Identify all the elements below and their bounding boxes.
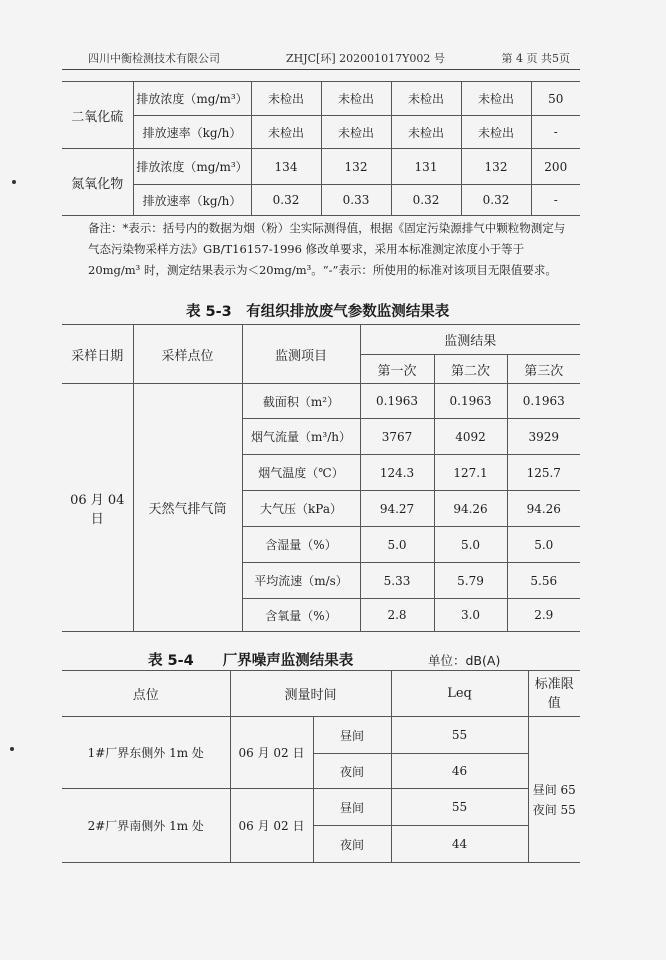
value-cell: 94.26: [434, 491, 507, 527]
value-cell: 5.56: [507, 563, 580, 599]
value-cell: 未检出: [461, 116, 531, 149]
header-run: 第二次: [434, 355, 507, 384]
value-cell: 125.7: [507, 455, 580, 491]
limit-cell: 50: [531, 82, 580, 116]
value-cell: 131: [391, 149, 461, 185]
limit-cell: -: [531, 116, 580, 149]
value-cell: 0.1963: [360, 384, 434, 419]
item-cell: 排放速率（kg/h）: [133, 116, 251, 149]
date-cell: 06 月 02 日: [230, 717, 313, 789]
value-cell: 132: [461, 149, 531, 185]
value-cell: 未检出: [321, 116, 391, 149]
sampling-date-cell: 06 月 04 日: [62, 384, 133, 632]
item-cell: 烟气流量（m³/h）: [242, 419, 360, 455]
pollutant-cell: 二氧化硫: [62, 82, 133, 149]
item-cell: 大气压（kPa）: [242, 491, 360, 527]
value-cell: 2.9: [507, 599, 580, 632]
value-cell: 5.0: [434, 527, 507, 563]
noise-result-table: [62, 670, 580, 863]
value-cell: 5.33: [360, 563, 434, 599]
date-cell: 06 月 02 日: [230, 789, 313, 863]
table-row: [62, 116, 580, 149]
value-cell: 127.1: [434, 455, 507, 491]
value-cell: 3929: [507, 419, 580, 455]
header-point: 点位: [62, 671, 230, 717]
table-5-4-unit: 单位：dB(A): [428, 653, 501, 668]
item-cell: 烟气温度（℃）: [242, 455, 360, 491]
leq-cell: 55: [391, 717, 528, 754]
value-cell: 2.8: [360, 599, 434, 632]
table-row: [62, 789, 580, 826]
value-cell: 5.0: [360, 527, 434, 563]
header-divider: [62, 69, 580, 70]
point-cell: 2#厂界南侧外 1m 处: [62, 789, 230, 863]
header-run: 第一次: [360, 355, 434, 384]
item-cell: 含氧量（%）: [242, 599, 360, 632]
value-cell: 0.32: [461, 185, 531, 216]
item-cell: 含湿量（%）: [242, 527, 360, 563]
table-row: [62, 185, 580, 216]
header-date: 采样日期: [62, 325, 133, 384]
binding-hole-mark: [10, 747, 14, 751]
header-run: 第三次: [507, 355, 580, 384]
value-cell: 94.27: [360, 491, 434, 527]
value-cell: 0.32: [251, 185, 321, 216]
value-cell: 4092: [434, 419, 507, 455]
value-cell: 134: [251, 149, 321, 185]
pollutant-cell: 氮氧化物: [62, 149, 133, 216]
value-cell: 未检出: [391, 116, 461, 149]
limit-cell: -: [531, 185, 580, 216]
table-row: [62, 82, 580, 116]
header-result: 监测结果: [360, 325, 580, 355]
value-cell: 132: [321, 149, 391, 185]
header-time: 测量时间: [230, 671, 391, 717]
page-header: [88, 48, 570, 68]
item-cell: 排放速率（kg/h）: [133, 185, 251, 216]
item-cell: 平均流速（m/s）: [242, 563, 360, 599]
item-cell: 截面积（m²）: [242, 384, 360, 419]
leq-cell: 55: [391, 789, 528, 826]
value-cell: 0.1963: [507, 384, 580, 419]
leq-cell: 46: [391, 754, 528, 789]
table-row: [62, 384, 580, 419]
value-cell: 3767: [360, 419, 434, 455]
value-cell: 124.3: [360, 455, 434, 491]
value-cell: 5.0: [507, 527, 580, 563]
header-point: 采样点位: [133, 325, 242, 384]
leq-cell: 44: [391, 826, 528, 863]
period-cell: 夜间: [313, 826, 391, 863]
emission-concentration-table: [62, 81, 580, 216]
value-cell: 未检出: [251, 82, 321, 116]
value-cell: 0.32: [391, 185, 461, 216]
value-cell: 未检出: [251, 116, 321, 149]
period-cell: 昼间: [313, 717, 391, 754]
item-cell: 排放浓度（mg/m³）: [133, 149, 251, 185]
header-leq: Leq: [391, 671, 528, 717]
sampling-point-cell: 天然气排气筒: [133, 384, 242, 632]
value-cell: 未检出: [321, 82, 391, 116]
value-cell: 0.1963: [434, 384, 507, 419]
report-number: ZHJC[环] 202001017Y002 号: [286, 52, 445, 65]
binding-hole-mark: [12, 180, 16, 184]
table-row: [62, 717, 580, 754]
company-name: 四川中衡检测技术有限公司: [88, 52, 220, 65]
table-5-4-caption: 表 5-4 厂界噪声监测结果表: [148, 653, 354, 669]
limit-value-cell: 昼间 65 夜间 55: [528, 717, 580, 863]
value-cell: 未检出: [461, 82, 531, 116]
limit-cell: 200: [531, 149, 580, 185]
exhaust-parameter-table: [62, 324, 580, 632]
point-cell: 1#厂界东侧外 1m 处: [62, 717, 230, 789]
value-cell: 0.33: [321, 185, 391, 216]
value-cell: 未检出: [391, 82, 461, 116]
table-header-row: [62, 671, 580, 717]
page-number: 第 4 页 共5页: [501, 52, 570, 65]
value-cell: 5.79: [434, 563, 507, 599]
header-limit: 标准限值: [528, 671, 580, 717]
value-cell: 3.0: [434, 599, 507, 632]
table-row: [62, 149, 580, 185]
period-cell: 昼间: [313, 789, 391, 826]
table-note: 备注：*表示：括号内的数据为烟（粉）尘实际测得值，根据《固定污染源排气中颗粒物测定与气态污染物采样方法》GB/T16157-1996 修改单要求，采用本标准测定浓度小于等于20mg/m³ 时，测定结果表示为＜20mg/m³。“-”表示：所使用的标准对该项目无限值要求。: [88, 221, 566, 277]
table-header-row: [62, 325, 580, 355]
table-5-3-caption: 表 5-3 有组织排放废气参数监测结果表: [186, 304, 450, 320]
header-item: 监测项目: [242, 325, 360, 384]
value-cell: 94.26: [507, 491, 580, 527]
period-cell: 夜间: [313, 754, 391, 789]
item-cell: 排放浓度（mg/m³）: [133, 82, 251, 116]
